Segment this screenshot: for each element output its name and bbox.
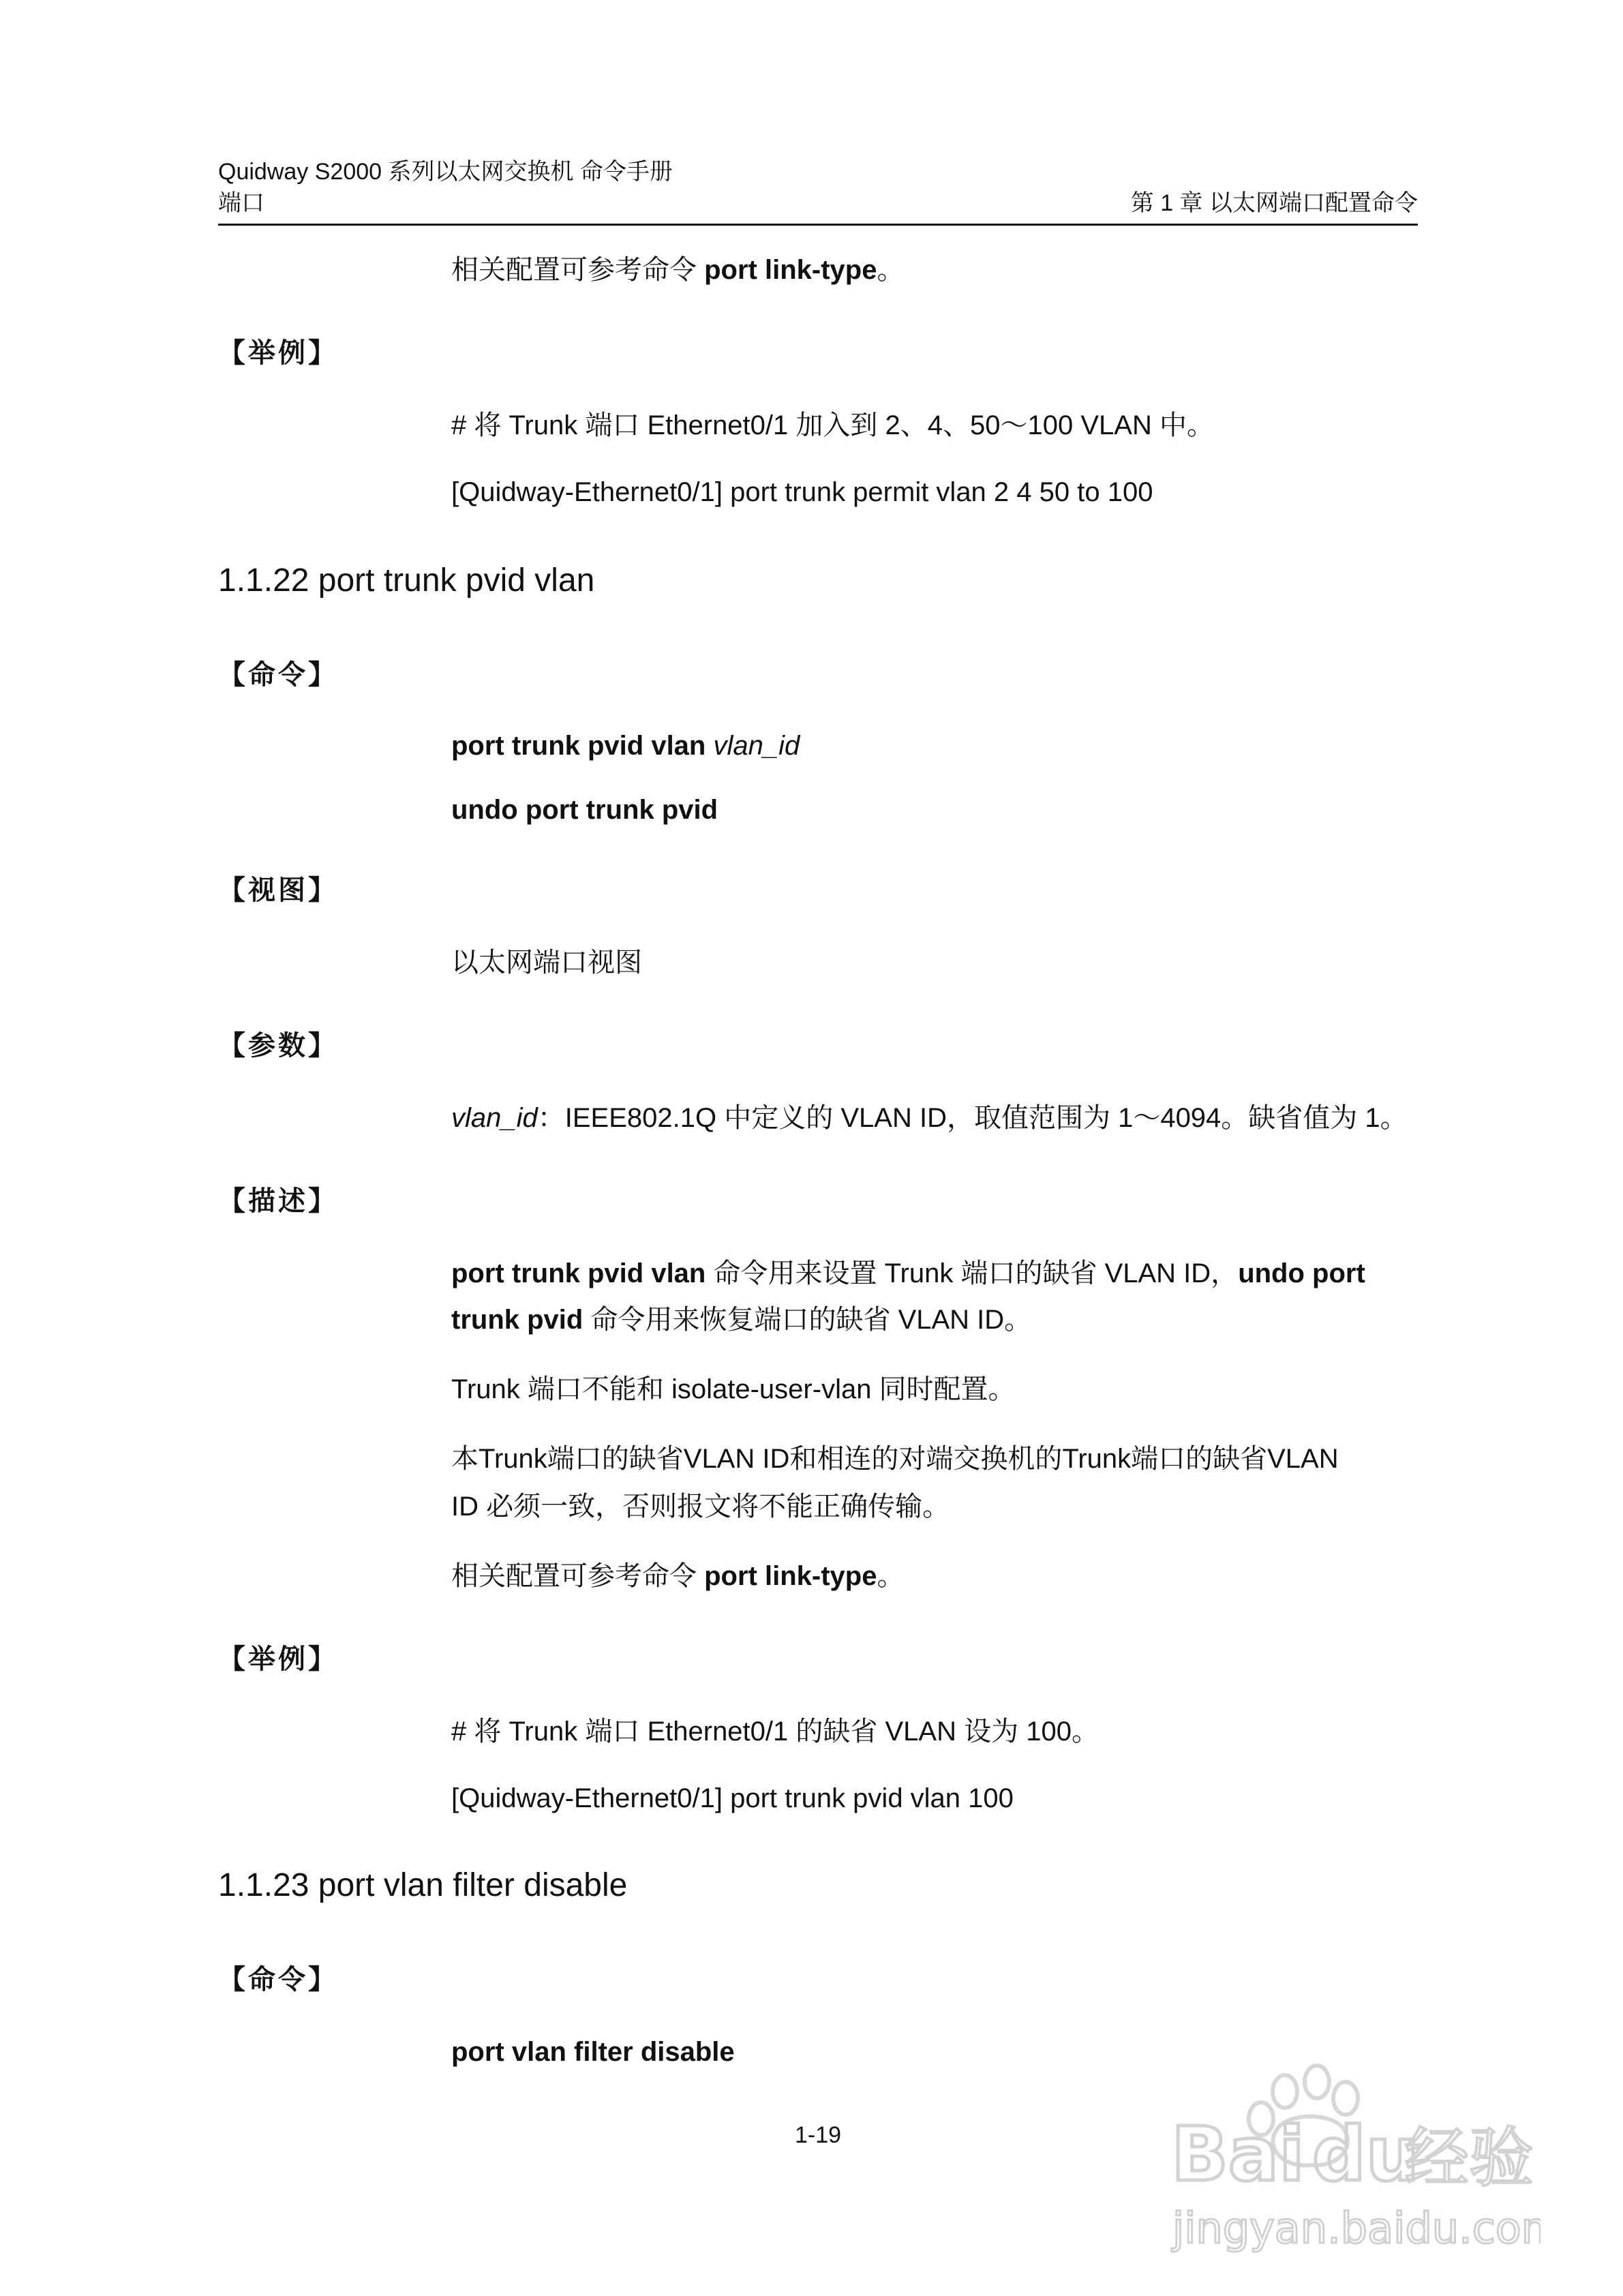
example-2-description: # 将 Trunk 端口 Ethernet0/1 的缺省 VLAN 设为 100。 <box>451 1717 1099 1747</box>
example-2-command: [Quidway-Ethernet0/1] port trunk pvid vlan 100 <box>451 1783 1014 1813</box>
view-text: 以太网端口视图 <box>451 948 642 978</box>
page-header <box>218 155 1418 226</box>
parameter-description: vlan_id：IEEE802.1Q 中定义的 VLAN ID，取值范围为 1～4094。缺省值为 1。 <box>451 1103 1408 1133</box>
example-1-description: # 将 Trunk 端口 Ethernet0/1 加入到 2、4、50～100 VLAN 中。 <box>451 410 1214 440</box>
baidu-jingyan-watermark <box>1159 2059 1541 2263</box>
header-title: Quidway S2000 系列以太网交换机 命令手册 <box>218 159 673 185</box>
header-section: 端口 <box>218 190 264 216</box>
command-label-2: 【命令】 <box>218 1965 338 1995</box>
vlan-id-parameter: vlan_id <box>713 731 800 761</box>
description-line-2: Trunk 端口不能和 isolate-user-vlan 同时配置。 <box>451 1374 1016 1404</box>
baidu-paw-logo-icon <box>1159 2059 1541 2263</box>
description-line-1b: trunk pvid 命令用来恢复端口的缺省 VLAN ID。 <box>451 1305 1032 1335</box>
description-line-1a: port trunk pvid vlan 命令用来设置 Trunk 端口的缺省 VLAN ID，undo port <box>451 1258 1365 1288</box>
command-syntax-1: port trunk pvid vlan vlan_id <box>451 731 800 761</box>
related-command-1: port link-type <box>704 255 877 285</box>
header-chapter: 第 1 章 以太网端口配置命令 <box>1130 190 1418 216</box>
page-number: 1-19 <box>794 2122 842 2148</box>
baidu-text-b: du <box>1312 2111 1420 2198</box>
example-label-2: 【举例】 <box>218 1644 338 1674</box>
command-syntax-2: undo port trunk pvid <box>451 795 718 825</box>
related-config-line-1: 相关配置可参考命令 port link-type。 <box>451 255 905 285</box>
example-1-command: [Quidway-Ethernet0/1] port trunk permit vlan 2 4 50 to 100 <box>451 477 1153 507</box>
description-label: 【描述】 <box>218 1186 338 1216</box>
parameter-label: 【参数】 <box>218 1031 338 1061</box>
related-command-2: port link-type <box>704 1561 877 1591</box>
related-config-line-2: 相关配置可参考命令 port link-type。 <box>451 1561 905 1591</box>
command-syntax-3: port vlan filter disable <box>451 2037 735 2067</box>
command-label-1: 【命令】 <box>218 660 338 690</box>
description-line-3a: 本Trunk端口的缺省VLAN ID和相连的对端交换机的Trunk端口的缺省VLAN <box>451 1444 1339 1474</box>
baidu-text-a: Bai <box>1171 2111 1305 2198</box>
example-label-1: 【举例】 <box>218 338 338 368</box>
section-title-1-1-23: 1.1.23 port vlan filter disable <box>218 1867 628 1903</box>
jingyan-chinese-text: 经验 <box>1404 2121 1534 2196</box>
section-title-1-1-22: 1.1.22 port trunk pvid vlan <box>218 562 595 599</box>
view-label: 【视图】 <box>218 875 338 905</box>
description-line-3b: ID 必须一致，否则报文将不能正确传输。 <box>451 1492 950 1522</box>
watermark-url: jingyan.baidu.com <box>1172 2203 1541 2253</box>
